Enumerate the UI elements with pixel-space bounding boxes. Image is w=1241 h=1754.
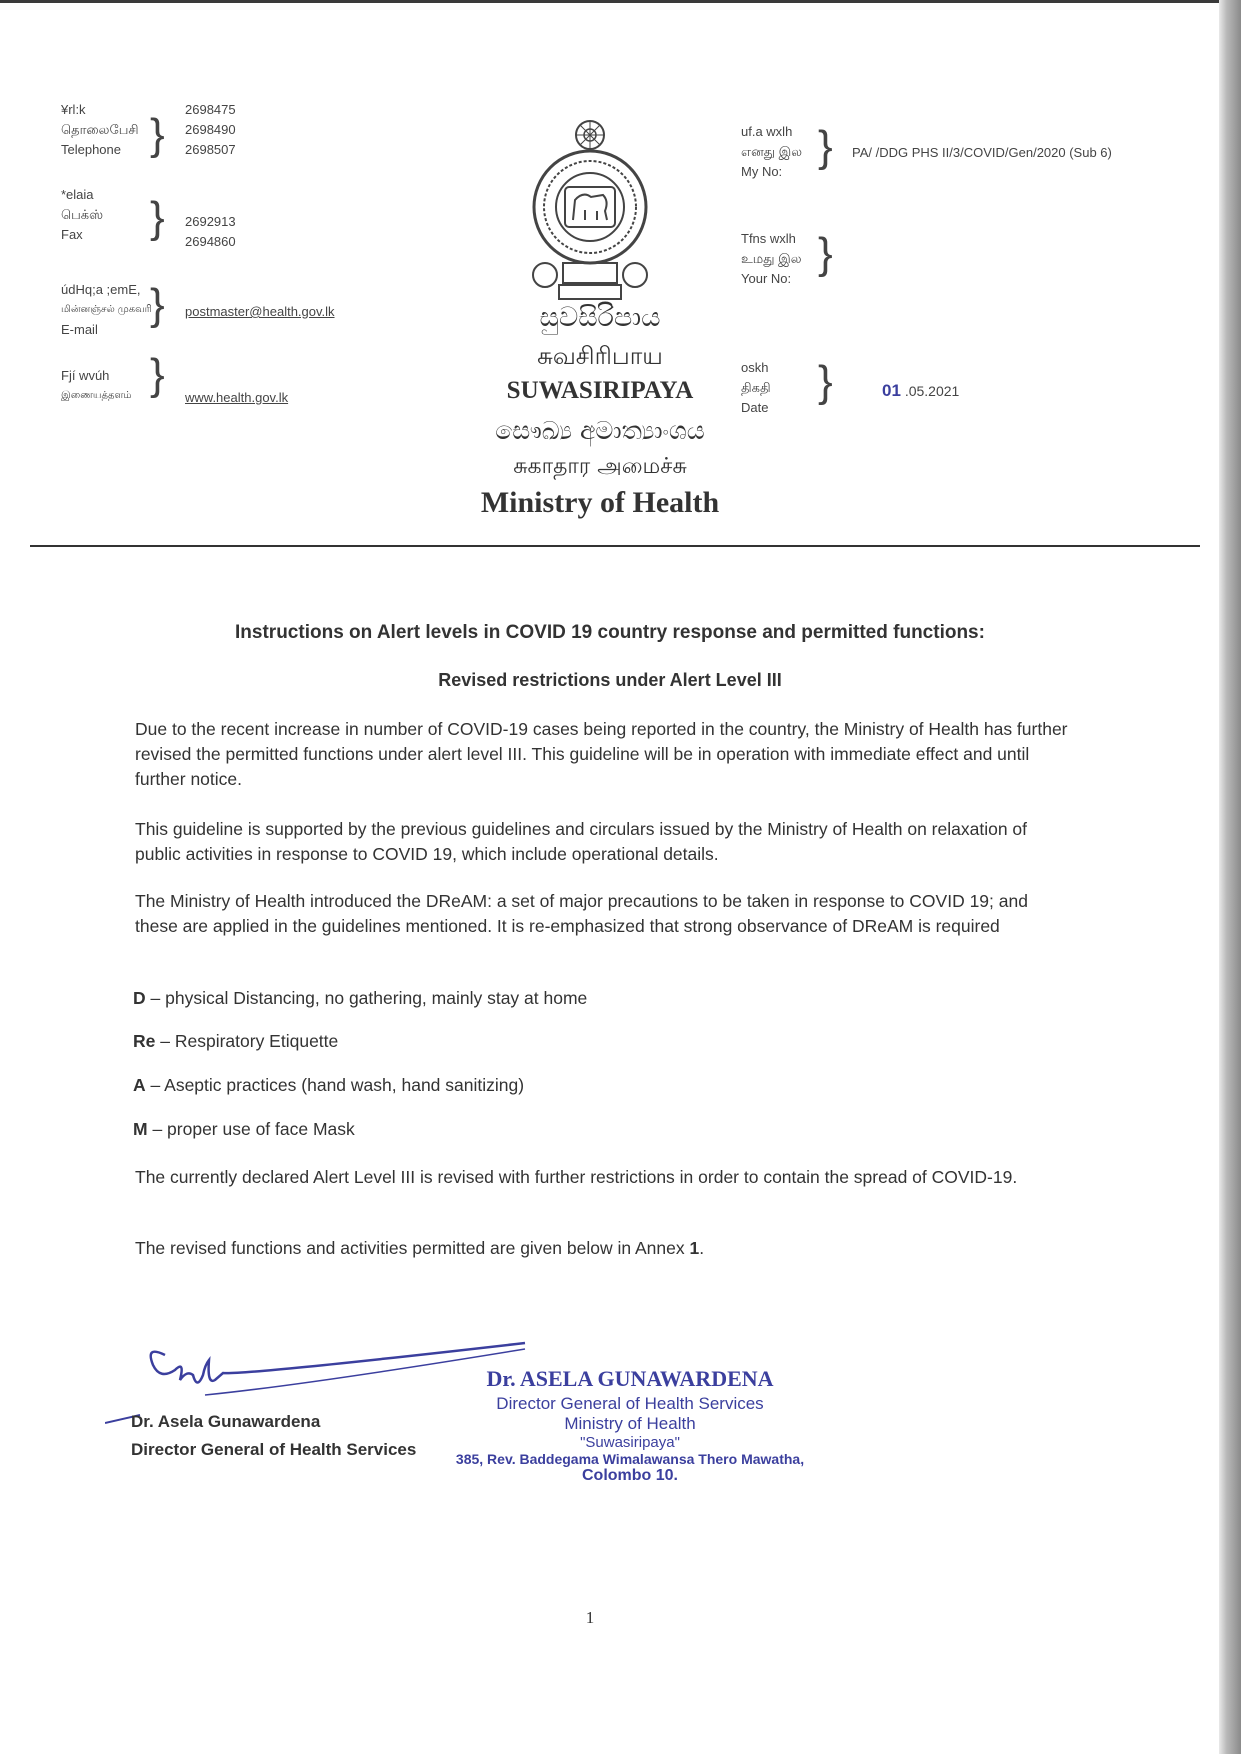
paragraph-5: The revised functions and activities permitted are given below in Annex 1. [135,1238,705,1258]
signatory-title: Director General of Health Services [131,1440,417,1459]
paragraph-4: The currently declared Alert Level III is revised with further restrictions in order to contain the spread of COVID-19. [135,1167,1018,1187]
email-link[interactable]: postmaster@health.gov.lk [185,304,335,319]
brace-icon: } [150,193,165,242]
dream-item-re: Re – Respiratory Etiquette [133,1031,339,1051]
paragraph-2: This guideline is supported by the previous guidelines and circulars issued by the Ministry of Health on relaxation of public activities in response to COVID 19, which include operational details. [135,819,1028,864]
date-value: 01 .05.2021 [882,381,960,400]
web-labels: Fjí wvúh இணையத்தளம் [61,368,132,401]
national-emblem [525,115,655,310]
page-number: 1 [585,1608,595,1627]
my-no-value: PA/ /DDG PHS II/3/COVID/Gen/2020 (Sub 6) [852,145,1112,160]
ministry-english: Ministry of Health [480,486,720,519]
header-rule [30,545,1200,547]
phone-labels: ¥rl:k தொலைபேசி Telephone [61,102,139,157]
fax-numbers: 2692913 2694860 [185,214,236,249]
name-english: SUWASIRIPAYA [506,377,694,404]
scan-top-edge [0,0,1241,3]
ministry-sinhala: සෞඛ්‍ය අමාත්‍යාංශය [495,416,705,445]
dream-item-d: D – physical Distancing, no gathering, mainly stay at home [133,988,588,1008]
fax-labels: *elaia பெக்ஸ் Fax [61,187,104,242]
dream-item-a: A – Aseptic practices (hand wash, hand sanitizing) [133,1075,525,1095]
brace-icon: } [150,280,165,329]
website-link[interactable]: www.health.gov.lk [185,390,289,405]
document-title: Instructions on Alert levels in COVID 19 country response and permitted functions: [235,622,985,643]
document-subtitle: Revised restrictions under Alert Level III [438,670,782,690]
brace-icon: } [818,229,833,278]
phone-numbers: 2698475 2698490 2698507 [185,102,236,157]
my-no-labels: uf.a wxlh எனது இல My No: [741,124,803,179]
brace-icon: } [150,350,165,399]
brace-icon: } [150,110,165,159]
scan-right-edge [1219,0,1241,1754]
name-sinhala: සුවසිරිපාය [539,302,661,333]
brace-icon: } [818,357,833,406]
official-stamp: Dr. ASELA GUNAWARDENA Director General of Health Services Ministry of Health "Suwasiripaya" 385, Rev. Baddegama Wimalawansa Thero Mawatha, Colombo 10. [455,1366,805,1484]
brace-icon: } [818,122,833,171]
name-tamil: சுவசிரிபாய [537,342,663,370]
dream-item-m: M – proper use of face Mask [133,1119,355,1139]
paragraph-3: The Ministry of Health introduced the DReAM: a set of major precautions to be taken in response to COVID 19; and these are applied in the guidelines mentioned. It is re-emphasized that strong observance of DReAM is required [135,891,1028,936]
paragraph-1: Due to the recent increase in number of COVID-19 cases being reported in the country, the Ministry of Health has further revised the permitted functions under alert level III. This guideline will be in operation with immediate effect and until further notice. [135,719,1068,789]
date-labels: oskh திகதி Date [741,360,771,415]
your-no-labels: Tfns wxlh உமது இல Your No: [741,231,802,286]
signatory-name: Dr. Asela Gunawardena [131,1412,321,1431]
ministry-tamil: சுகாதார அமைச்சு [513,454,687,479]
email-labels: údHq;a ;emE, மின்னஞ்சல் முகவரி E-mail [61,282,152,337]
